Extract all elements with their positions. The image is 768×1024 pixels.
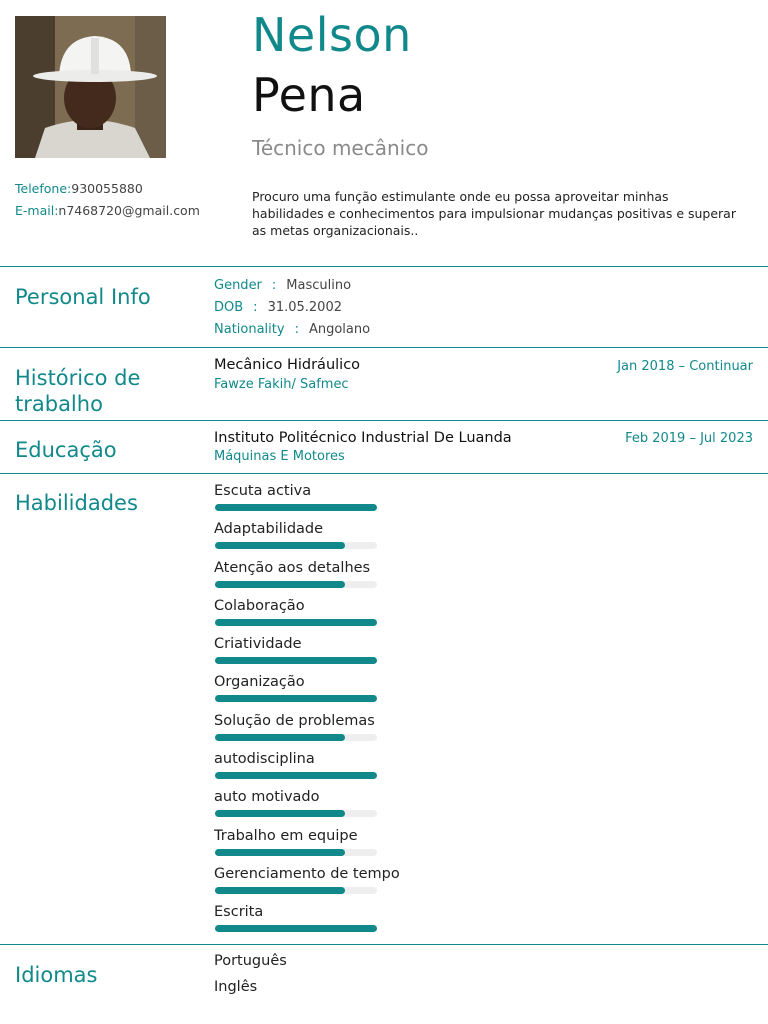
info-key: DOB bbox=[214, 300, 244, 315]
education-field: Máquinas E Motores bbox=[214, 449, 345, 464]
skill-name: Escuta activa bbox=[214, 483, 312, 499]
skill-level-bar bbox=[215, 657, 377, 664]
skill-name: Escrita bbox=[214, 904, 264, 921]
info-key: Nationality bbox=[214, 322, 285, 337]
language-item: Português bbox=[214, 953, 287, 969]
skill-name: Colaboração bbox=[214, 597, 305, 614]
section-title-work-history: Histórico de trabalho bbox=[15, 366, 141, 416]
skill-name: autodisciplina bbox=[214, 751, 315, 768]
skill-level-fill bbox=[215, 887, 345, 894]
skill-level-bar bbox=[215, 734, 377, 741]
skill-level-fill bbox=[215, 657, 377, 664]
contact-phone bbox=[15, 181, 143, 196]
divider bbox=[0, 473, 768, 474]
skill-level-bar bbox=[215, 504, 377, 511]
skill-level-bar bbox=[215, 810, 377, 817]
skill-name: auto motivado bbox=[214, 789, 320, 806]
skill-level-fill bbox=[215, 849, 345, 856]
skill-name: Organização bbox=[214, 674, 305, 691]
skill-item bbox=[214, 673, 514, 711]
skill-level-bar bbox=[215, 849, 377, 856]
skills-list bbox=[214, 482, 514, 942]
skill-level-fill bbox=[215, 810, 345, 817]
skill-item bbox=[214, 520, 514, 558]
first-name: Nelson bbox=[252, 8, 412, 62]
info-separator: : bbox=[294, 322, 299, 337]
profile-photo bbox=[15, 16, 166, 158]
contact-email bbox=[15, 203, 200, 218]
skill-level-fill bbox=[215, 772, 377, 779]
skill-level-bar bbox=[215, 695, 377, 702]
phone-value: 930055880 bbox=[71, 181, 143, 196]
skill-item bbox=[214, 597, 514, 635]
skill-level-fill bbox=[215, 925, 377, 932]
skill-item bbox=[214, 482, 514, 520]
phone-label: Telefone: bbox=[15, 181, 72, 196]
info-row-gender bbox=[214, 278, 351, 293]
section-title-personal-info: Personal Info bbox=[15, 285, 151, 309]
education-date: Feb 2019 – Jul 2023 bbox=[625, 431, 753, 446]
skill-level-fill bbox=[215, 734, 345, 741]
work-company: Fawze Fakih/ Safmec bbox=[214, 377, 349, 392]
skill-level-fill bbox=[215, 581, 345, 588]
email-label: E-mail: bbox=[15, 203, 59, 218]
section-title-skills: Habilidades bbox=[15, 491, 138, 515]
skill-level-bar bbox=[215, 619, 377, 626]
divider bbox=[0, 347, 768, 348]
skill-item bbox=[214, 750, 514, 788]
skill-item bbox=[214, 712, 514, 750]
skill-level-bar bbox=[215, 925, 377, 932]
summary: Procuro uma função estimulante onde eu possa aproveitar minhas habilidades e conhecimentos para impulsionar mudanças positivas e superar as metas organizacionais.. bbox=[252, 189, 736, 238]
skill-item bbox=[214, 559, 514, 597]
divider bbox=[0, 944, 768, 945]
email-value: n7468720@gmail.com bbox=[58, 203, 200, 218]
info-value: 31.05.2002 bbox=[267, 300, 342, 315]
section-title-education: Educação bbox=[15, 438, 117, 462]
info-row-dob bbox=[214, 300, 342, 315]
skill-level-fill bbox=[215, 504, 377, 511]
skill-item bbox=[214, 788, 514, 826]
info-row-nationality bbox=[214, 322, 370, 337]
skill-name: Solução de problemas bbox=[214, 712, 375, 729]
skill-item bbox=[214, 903, 514, 941]
work-date: Jan 2018 – Continuar bbox=[617, 359, 753, 374]
info-key: Gender bbox=[214, 278, 262, 293]
skill-level-fill bbox=[215, 619, 377, 626]
skill-item bbox=[214, 865, 514, 903]
info-value: Masculino bbox=[286, 278, 352, 293]
skill-level-fill bbox=[215, 695, 377, 702]
skill-level-bar bbox=[215, 581, 377, 588]
skill-name: Criatividade bbox=[214, 636, 302, 653]
job-title: Técnico mecânico bbox=[252, 136, 429, 160]
section-title-languages: Idiomas bbox=[15, 963, 98, 987]
skill-name: Trabalho em equipe bbox=[214, 827, 358, 844]
education-school: Instituto Politécnico Industrial De Luanda bbox=[214, 430, 512, 446]
divider bbox=[0, 266, 768, 267]
skill-level-bar bbox=[215, 772, 377, 779]
skill-level-bar bbox=[215, 542, 377, 549]
skill-item bbox=[214, 635, 514, 673]
info-separator: : bbox=[271, 278, 277, 293]
skill-name: Gerenciamento de tempo bbox=[214, 865, 400, 882]
skill-level-bar bbox=[215, 887, 377, 894]
divider bbox=[0, 420, 768, 421]
skill-name: Adaptabilidade bbox=[214, 521, 324, 538]
work-role: Mecânico Hidráulico bbox=[214, 357, 361, 373]
language-item: Inglês bbox=[214, 979, 258, 995]
skill-item bbox=[214, 827, 514, 865]
skill-name: Atenção aos detalhes bbox=[214, 559, 371, 576]
last-name: Pena bbox=[252, 68, 366, 122]
info-value: Angolano bbox=[308, 322, 371, 337]
info-separator: : bbox=[253, 300, 258, 315]
skill-level-fill bbox=[215, 542, 345, 549]
